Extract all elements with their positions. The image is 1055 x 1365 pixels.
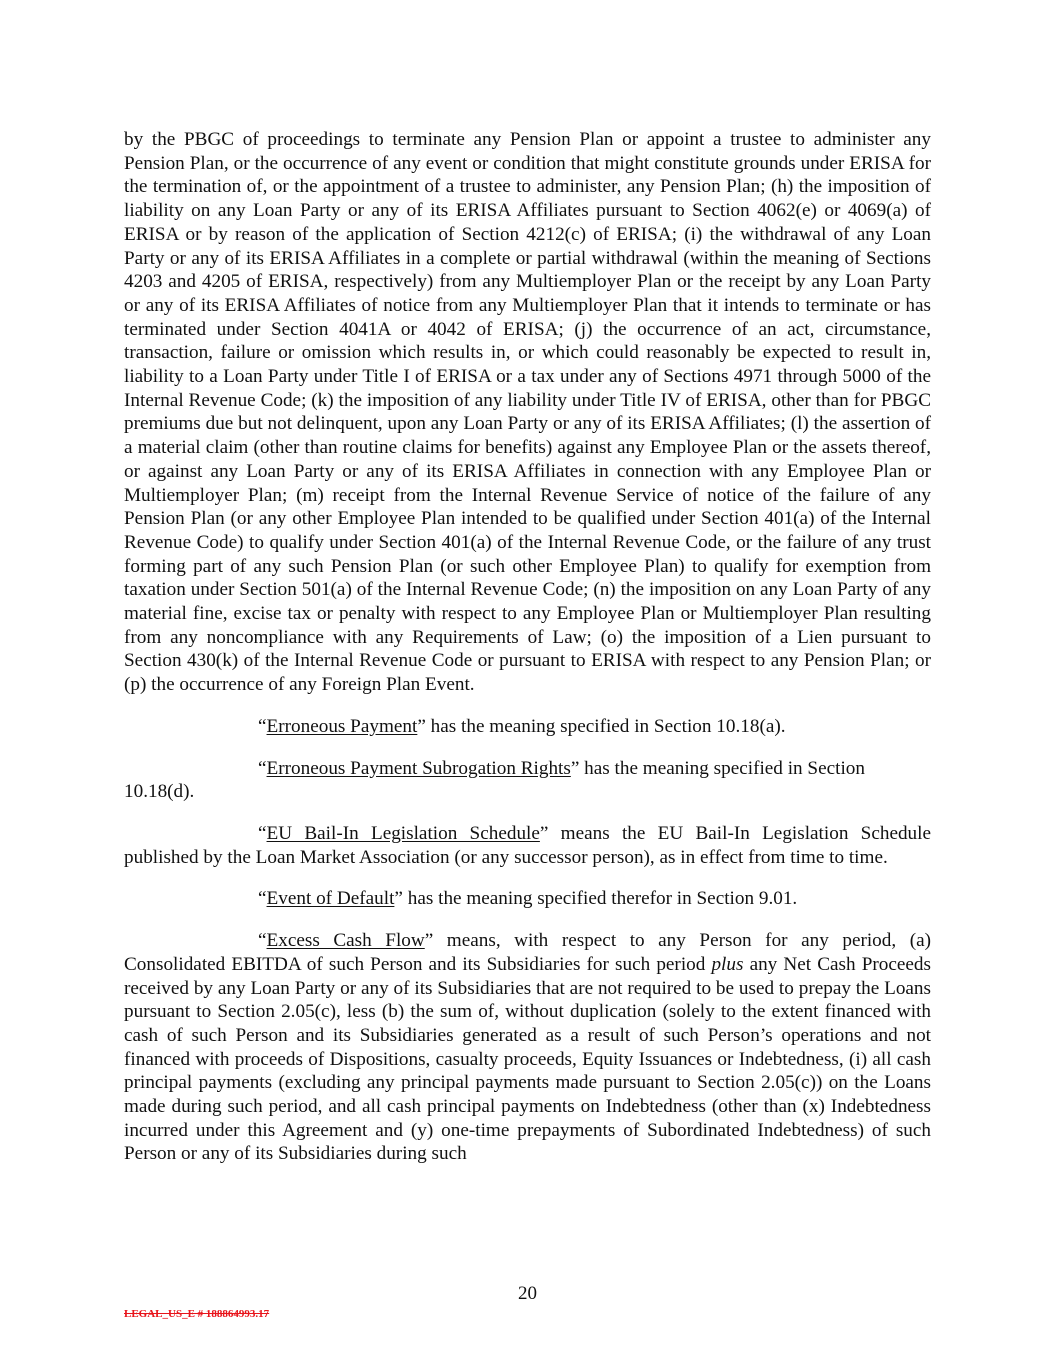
open-quote: “ (258, 930, 267, 952)
definition-erroneous-payment (124, 715, 931, 739)
close-quote: ” (539, 822, 549, 844)
definition-text: means, with respect to any Person for any period, (a) Consolidated EBITDA of such Person and its Subsidiaries for such period (124, 930, 931, 975)
italic-plus: plus (711, 953, 744, 975)
definition-text: means the EU Bail-In Legislation Schedule published by the Loan Market Association (or any successor person), as in effect from time to time. (124, 822, 931, 868)
open-quote: “ (258, 888, 267, 910)
defined-term: Erroneous Payment Subrogation Rights (266, 757, 571, 779)
definition-eu-bail-in-legislation-schedule (124, 822, 931, 869)
definition-text: has the meaning specified in Section 10.18(a). (425, 715, 786, 737)
paragraph-erisa-event-continued: by the PBGC of proceedings to terminate any Pension Plan or appoint a trustee to administer any Pension Plan, or the occurrence of any event or condition that might constitute grounds under ERISA for the termination of, or the appointment of a trustee to administer, any Pension Plan; (h) the imposition of liability on any Loan Party or any of its ERISA Affiliates pursuant to Section 4062(e) or 4069(a) of ERISA or by reason of the application of Section 4212(c) of ERISA; (i) the withdrawal of any Loan Party or any of its ERISA Affiliates in a complete or partial withdrawal (within the meaning of Sections 4203 and 4205 of ERISA, respectively) from any Multiemployer Plan or the receipt by any Loan Party or any of its ERISA Affiliates of notice from any Multiemployer Plan that it intends to terminate or has terminated under Section 4041A or 4042 of ERISA; (j) the occurrence of an act, circumstance, transaction, failure or omission which results in, or which could reasonably be expected to result in, liability to a Loan Party under Title I of ERISA or a tax under any of Sections 4971 through 5000 of the Internal Revenue Code; (k) the imposition of any liability under Title IV of ERISA, other than for PBGC premiums due but not delinquent, upon any Loan Party or any of its ERISA Affiliates; (l) the assertion of a material claim (other than routine claims for benefits) against any Employee Plan or the assets thereof, or against any Loan Party or any of its ERISA Affiliates in connection with any Employee Plan or Multiemployer Plan; (m) receipt from the Internal Revenue Service of notice of the failure of any Pension Plan (or any other Employee Plan intended to be qualified under Section 401(a) of the Internal Revenue Code) to qualify under Section 401(a) of the Internal Revenue Code, or the failure of any trust forming part of any such Pension Plan (or such other Employee Plan) to qualify for exemption from taxation under Section 501(a) of the Internal Revenue Code; (n) the imposition on any Loan Party of any material fine, excise tax or penalty with respect to any Employee Plan or Multiemployer Plan resulting from any noncompliance with any Requirements of Law; (o) the imposition of a Lien pursuant to Section 430(k) of the Internal Revenue Code or pursuant to ERISA with respect to any Pension Plan; or (p) the occurrence of any Foreign Plan Event. (124, 129, 931, 696)
close-quote: ” (424, 930, 434, 952)
definition-text: has the meaning specified in Section 10.18(d). (124, 757, 865, 803)
definition-erroneous-payment-subrogation-rights (124, 757, 931, 804)
definition-text: has the meaning specified therefor in Section 9.01. (402, 888, 798, 910)
page-number: 20 (518, 1283, 537, 1304)
close-quote: ” (570, 757, 580, 779)
open-quote: “ (258, 757, 267, 779)
defined-term: Event of Default (266, 888, 395, 910)
close-quote: ” (417, 715, 426, 737)
document-page (124, 128, 931, 1166)
close-quote: ” (394, 888, 403, 910)
defined-term: Excess Cash Flow (266, 930, 425, 952)
definition-excess-cash-flow (124, 929, 931, 1166)
defined-term: EU Bail-In Legislation Schedule (266, 822, 540, 844)
definition-event-of-default (124, 887, 931, 911)
document-id-footer: LEGAL_US_E # 188864993.17 (124, 1308, 270, 1320)
open-quote: “ (258, 715, 267, 737)
definition-text-continued: any Net Cash Proceeds received by any Loan Party or any of its Subsidiaries that are not required to be used to prepay the Loans pursuant to Section 2.05(c), less (b) the sum of, without duplication (solely to the extent financed with cash of such Person and its Subsidiaries generated as a result of such Person’s operations and not financed with proceeds of Dispositions, casualty proceeds, Equity Issuances or Indebtedness, (i) all cash principal payments (excluding any principal payments made pursuant to Section 2.05(c)) on the Loans made during such period, and all cash principal payments on Indebtedness (other than (x) Indebtedness incurred under this Agreement and (y) one-time prepayments of Subordinated Indebtedness) of such Person or any of its Subsidiaries during such (124, 953, 931, 1165)
defined-term: Erroneous Payment (266, 715, 418, 737)
open-quote: “ (258, 822, 267, 844)
